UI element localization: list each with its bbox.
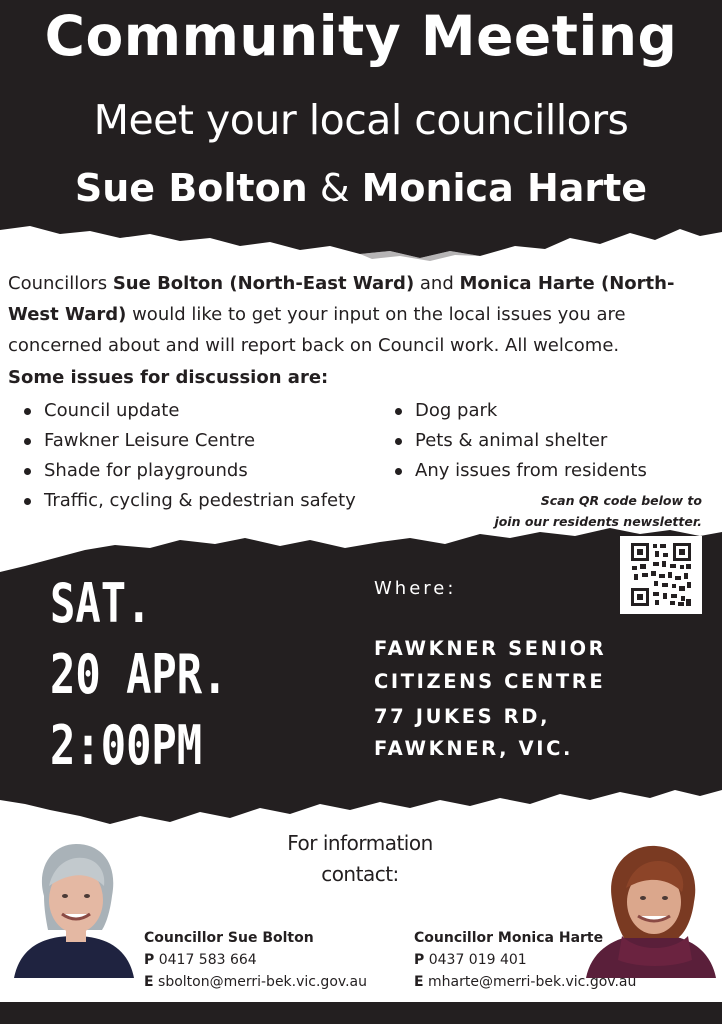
qr-code-icon xyxy=(620,536,702,614)
phone-label: P xyxy=(144,952,155,968)
bullet-icon xyxy=(395,408,402,415)
bullet-icon xyxy=(395,438,402,445)
list-item xyxy=(20,486,356,516)
address-line-2: FAWKNER, VIC. xyxy=(374,737,573,760)
venue-line-2: CITIZENS CENTRE xyxy=(374,670,606,693)
qr-note xyxy=(494,490,702,532)
phone-value: 0417 583 664 xyxy=(158,952,257,968)
list-item xyxy=(20,426,356,456)
contact-name: Councillor Sue Bolton xyxy=(144,930,314,946)
intro-name-1: Sue Bolton (North-East Ward) xyxy=(112,273,415,294)
intro-paragraph xyxy=(8,268,714,361)
venue-line-1: FAWKNER SENIOR xyxy=(374,637,607,660)
event-time-text: 2:00PM xyxy=(50,714,203,777)
avatar-sue-bolton xyxy=(14,838,136,978)
intro-text-3: would like to get your input on the local issues you are concerned about and will report back on Council work. All welcome. xyxy=(8,304,626,356)
qr-note-line-1: Scan QR code below to xyxy=(540,493,702,508)
bullet-icon xyxy=(24,408,31,415)
contact-phone[interactable] xyxy=(414,949,636,971)
bullet-icon xyxy=(395,468,402,475)
issues-list-right xyxy=(391,396,647,486)
email-value: sbolton@merri-bek.vic.gov.au xyxy=(158,974,367,990)
bullet-icon xyxy=(24,468,31,475)
email-value: mharte@merri-bek.vic.gov.au xyxy=(428,974,637,990)
subtitle: Meet your local councillors xyxy=(93,96,629,144)
councillor-names xyxy=(0,166,722,210)
info-line-1: For information xyxy=(287,831,433,855)
list-item xyxy=(391,396,647,426)
intro-name-2: Monica Harte (North-West Ward) xyxy=(8,273,675,325)
issues-heading: Some issues for discussion are: xyxy=(8,367,329,388)
info-line-2: contact: xyxy=(321,862,399,886)
phone-label: P xyxy=(414,952,425,968)
bullet-icon xyxy=(24,438,31,445)
footer-bar xyxy=(0,1002,722,1024)
contact-sue-bolton xyxy=(144,927,367,993)
list-item-label: Traffic, cycling & pedestrian safety xyxy=(44,490,356,511)
list-item-label: Dog park xyxy=(415,400,498,421)
contact-name: Councillor Monica Harte xyxy=(414,930,604,946)
list-item xyxy=(20,456,356,486)
address-line-1: 77 JUKES RD, xyxy=(374,705,551,728)
qr-note-line-2: join our residents newsletter. xyxy=(494,514,702,529)
list-item xyxy=(391,456,647,486)
list-item xyxy=(20,396,356,426)
contact-monica-harte xyxy=(414,927,636,993)
phone-value: 0437 019 401 xyxy=(428,952,527,968)
event-date xyxy=(50,643,278,706)
event-day xyxy=(50,572,180,635)
intro-text-1: Councillors xyxy=(8,273,113,294)
list-item xyxy=(391,426,647,456)
list-item-label: Council update xyxy=(44,400,180,421)
list-item-label: Any issues from residents xyxy=(415,460,647,481)
contact-email[interactable] xyxy=(414,971,636,993)
list-item-label: Pets & animal shelter xyxy=(415,430,608,451)
contact-email[interactable] xyxy=(144,971,367,993)
contact-phone[interactable] xyxy=(144,949,367,971)
councillor-name-2: Monica Harte xyxy=(361,166,648,210)
ampersand: & xyxy=(319,166,350,210)
bullet-icon xyxy=(24,498,31,505)
email-label: E xyxy=(414,974,424,990)
event-date-text: 20 APR. xyxy=(50,643,228,706)
councillor-name-1: Sue Bolton xyxy=(74,166,308,210)
event-day-text: SAT. xyxy=(50,572,152,635)
list-item-label: Fawkner Leisure Centre xyxy=(44,430,256,451)
email-label: E xyxy=(144,974,154,990)
intro-text-2: and xyxy=(414,273,460,294)
where-label: Where: xyxy=(374,578,457,599)
qr-code[interactable] xyxy=(620,536,702,614)
list-item-label: Shade for playgrounds xyxy=(44,460,248,481)
page-title: Community Meeting xyxy=(44,4,678,68)
event-time xyxy=(50,714,245,777)
info-heading xyxy=(260,828,460,890)
issues-list-left xyxy=(20,396,356,516)
